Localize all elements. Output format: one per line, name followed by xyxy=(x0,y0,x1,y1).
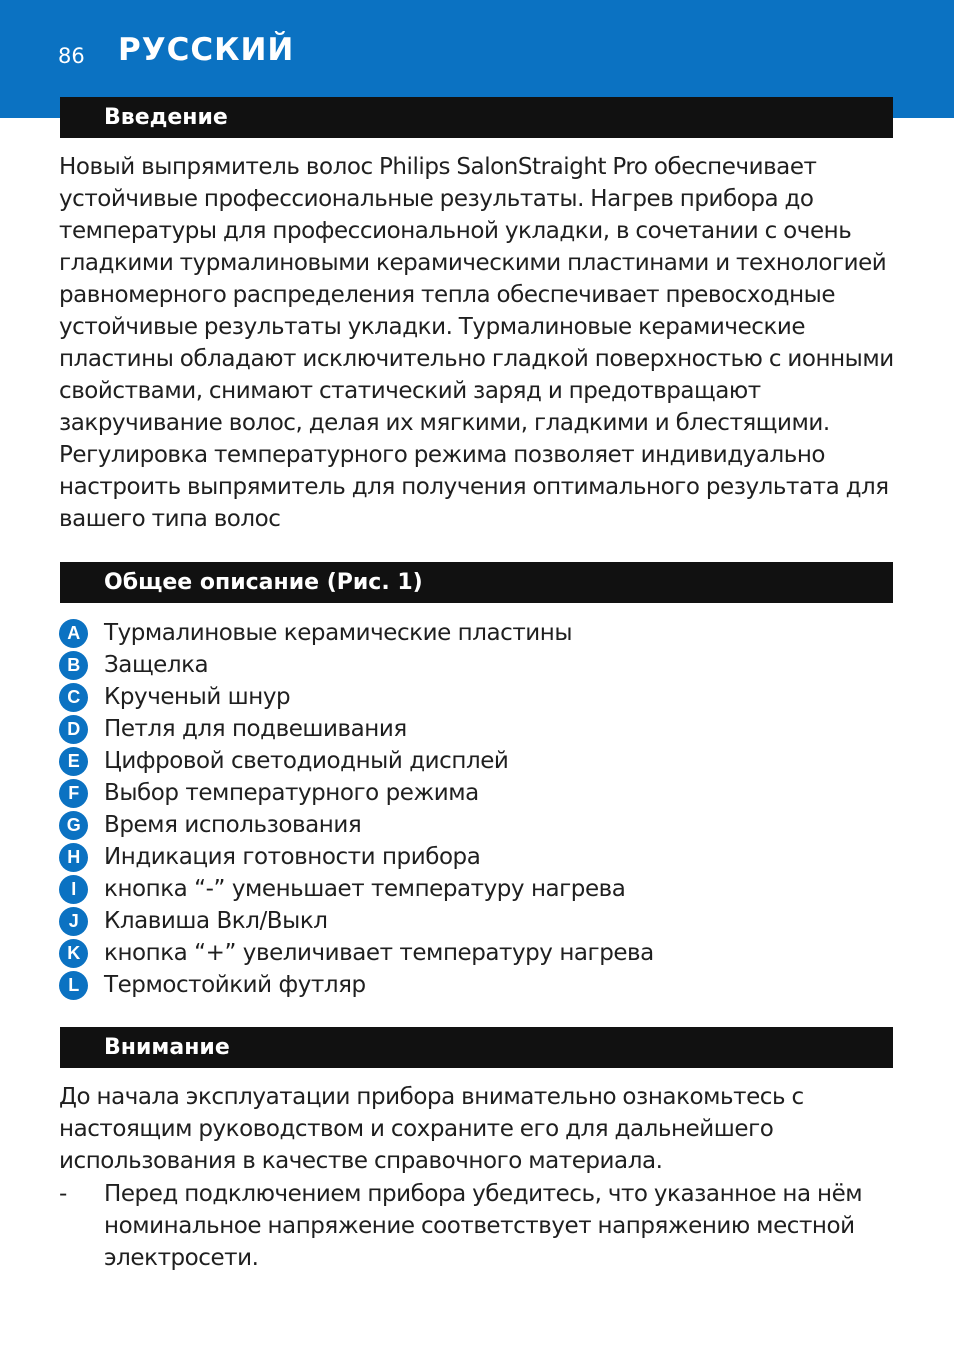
letter-k-icon: K xyxy=(59,939,88,968)
part-label: Петля для подвешивания xyxy=(104,716,407,742)
page-number: 86 xyxy=(58,44,85,68)
part-label: Выбор температурного режима xyxy=(104,780,479,806)
part-label: Клавиша Вкл/Выкл xyxy=(104,908,328,934)
section-heading-intro xyxy=(60,97,893,138)
part-label: кнопка “-” уменьшает температуру нагрева xyxy=(104,876,626,902)
letter-f-icon: F xyxy=(59,779,88,808)
section-title: Внимание xyxy=(104,1035,230,1060)
list-item xyxy=(59,745,654,777)
letter-l-icon: L xyxy=(59,971,88,1000)
letter-g-icon: G xyxy=(59,811,88,840)
bullet-text: Перед подключением прибора убедитесь, что указанное на нём номинальное напряжение соответствует напряжению местной электросети. xyxy=(104,1181,863,1271)
list-item xyxy=(59,937,654,969)
part-label: кнопка “+” увеличивает температуру нагрева xyxy=(104,940,654,966)
list-item xyxy=(59,841,654,873)
list-item xyxy=(59,905,654,937)
list-item xyxy=(59,969,654,1001)
list-item xyxy=(59,777,654,809)
part-label: Термостойкий футляр xyxy=(104,972,366,998)
letter-b-icon: B xyxy=(59,651,88,680)
letter-i-icon: I xyxy=(59,875,88,904)
letter-a-icon: A xyxy=(59,619,88,648)
section-heading-attention xyxy=(60,1027,893,1068)
list-item xyxy=(59,617,654,649)
part-label: Крученый шнур xyxy=(104,684,291,710)
letter-j-icon: J xyxy=(59,907,88,936)
part-label: Время использования xyxy=(104,812,362,838)
list-item xyxy=(59,681,654,713)
parts-list xyxy=(59,617,654,1001)
letter-h-icon: H xyxy=(59,843,88,872)
language-title: РУССКИЙ xyxy=(118,32,295,68)
part-label: Индикация готовности прибора xyxy=(104,844,481,870)
part-label: Турмалиновые керамические пластины xyxy=(104,620,573,646)
letter-e-icon: E xyxy=(59,747,88,776)
letter-d-icon: D xyxy=(59,715,88,744)
attention-paragraph: До начала эксплуатации прибора внимательно ознакомьтесь с настоящим руководством и сохраните его для дальнейшего использования в качестве справочного материала. xyxy=(59,1084,804,1174)
section-heading-description xyxy=(60,562,893,603)
list-item xyxy=(59,649,654,681)
list-item xyxy=(59,713,654,745)
part-label: Цифровой светодиодный дисплей xyxy=(104,748,509,774)
list-item xyxy=(59,809,654,841)
section-title: Общее описание (Рис. 1) xyxy=(104,570,423,595)
list-item xyxy=(59,873,654,905)
section-title: Введение xyxy=(104,105,228,130)
bullet-marker: - xyxy=(59,1181,68,1207)
letter-c-icon: C xyxy=(59,683,88,712)
intro-paragraph: Новый выпрямитель волос Philips SalonStraight Pro обеспечивает устойчивые профессиональные результаты. Нагрев прибора до температуры для профессиональной укладки, в сочетании с очень гладкими турмалиновыми керамическими пластинами и технологией равномерного распределения тепла обеспечивает превосходные устойчивые результаты укладки. Турмалиновые керамические пластины обладают исключительно гладкой поверхностью с ионными свойствами, снимают статический заряд и предотвращают закручивание волос, делая их мягкими, гладкими и блестящими. Регулировка температурного режима позволяет индивидуально настроить выпрямитель для получения оптимального результата для вашего типа волос xyxy=(59,154,894,532)
part-label: Защелка xyxy=(104,652,209,678)
